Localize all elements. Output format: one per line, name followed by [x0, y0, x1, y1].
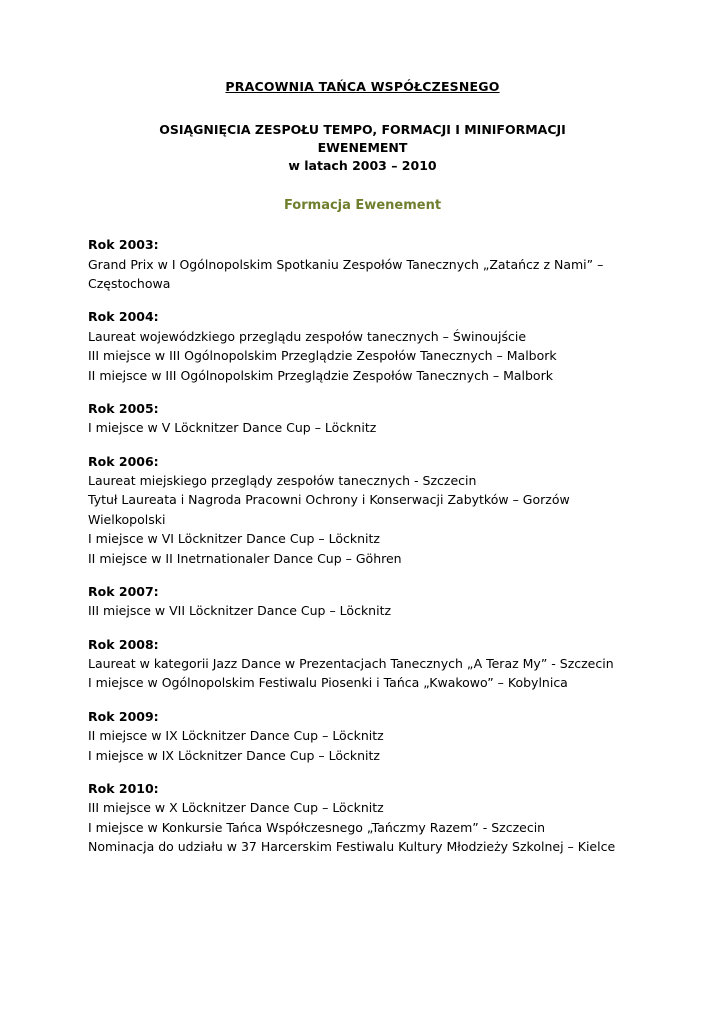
- year-group: [88, 307, 637, 385]
- achievement-entry: Grand Prix w I Ogólnopolskim Spotkaniu Zespołów Tanecznych „Zatańcz z Nami” – Częstochowa: [88, 256, 604, 292]
- achievement-entry: Laureat wojewódzkiego przeglądu zespołów tanecznych – Świnoujście: [88, 328, 527, 344]
- year-group: [88, 582, 637, 621]
- year-label: Rok 2006:: [88, 453, 159, 469]
- year-group: [88, 452, 637, 568]
- achievement-entry: II miejsce w IX Löcknitzer Dance Cup – Löcknitz: [88, 728, 384, 744]
- achievement-entry: II miejsce w II Inetrnationaler Dance Cup – Göhren: [88, 550, 402, 566]
- year-label: Rok 2009:: [88, 708, 159, 724]
- subtitle-line-3: w latach 2003 – 2010: [288, 158, 437, 173]
- year-label: Rok 2008:: [88, 636, 159, 652]
- page-title: PRACOWNIA TAŃCA WSPÓŁCZESNEGO: [225, 79, 500, 94]
- year-group: [88, 707, 637, 765]
- year-group: [88, 779, 637, 857]
- achievement-entry: Laureat w kategorii Jazz Dance w Prezentacjach Tanecznych „A Teraz My” - Szczecin: [88, 656, 614, 672]
- year-label: Rok 2005:: [88, 400, 159, 416]
- achievement-entry: Laureat miejskiego przeglądy zespołów tanecznych - Szczecin: [88, 473, 477, 489]
- year-label: Rok 2010:: [88, 780, 159, 796]
- achievement-entry: III miejsce w X Löcknitzer Dance Cup – Löcknitz: [88, 800, 384, 816]
- achievement-entry: I miejsce w Ogólnopolskim Festiwalu Piosenki i Tańca „Kwakowo” – Kobylnica: [88, 675, 568, 691]
- subtitle-line-1: OSIĄGNIĘCIA ZESPOŁU TEMPO, FORMACJI I MINIFORMACJI: [159, 121, 566, 137]
- achievement-entry: Tytuł Laureata i Nagroda Pracowni Ochrony i Konserwacji Zabytków – Gorzów Wielkopolski: [88, 492, 570, 527]
- year-label: Rok 2007:: [88, 583, 159, 599]
- year-group: [88, 235, 637, 293]
- year-label: Rok 2004:: [88, 309, 159, 325]
- document-subtitle: [88, 121, 637, 175]
- achievement-entry: III miejsce w III Ogólnopolskim Przeglądzie Zespołów Tanecznych – Malbork: [88, 348, 557, 364]
- year-label: Rok 2003:: [88, 237, 159, 253]
- year-group: [88, 635, 637, 693]
- achievement-entry: I miejsce w IX Löcknitzer Dance Cup – Löcknitz: [88, 747, 380, 763]
- achievement-entry: I miejsce w V Löcknitzer Dance Cup – Löcknitz: [88, 420, 377, 436]
- subtitle-line-2: EWENEMENT: [317, 139, 408, 155]
- section-heading: Formacja Ewenement: [283, 198, 442, 214]
- year-group: [88, 399, 637, 438]
- achievement-entry: Nominacja do udziału w 37 Harcerskim Festiwalu Kultury Młodzieży Szkolnej – Kielce: [88, 839, 616, 855]
- achievement-entry: III miejsce w VII Löcknitzer Dance Cup – Löcknitz: [88, 603, 392, 619]
- achievement-entry: I miejsce w Konkursie Tańca Współczesnego „Tańczmy Razem” - Szczecin: [88, 819, 546, 835]
- achievement-entry: I miejsce w VI Löcknitzer Dance Cup – Löcknitz: [88, 531, 380, 547]
- achievement-entry: II miejsce w III Ogólnopolskim Przeglądzie Zespołów Tanecznych – Malbork: [88, 367, 553, 383]
